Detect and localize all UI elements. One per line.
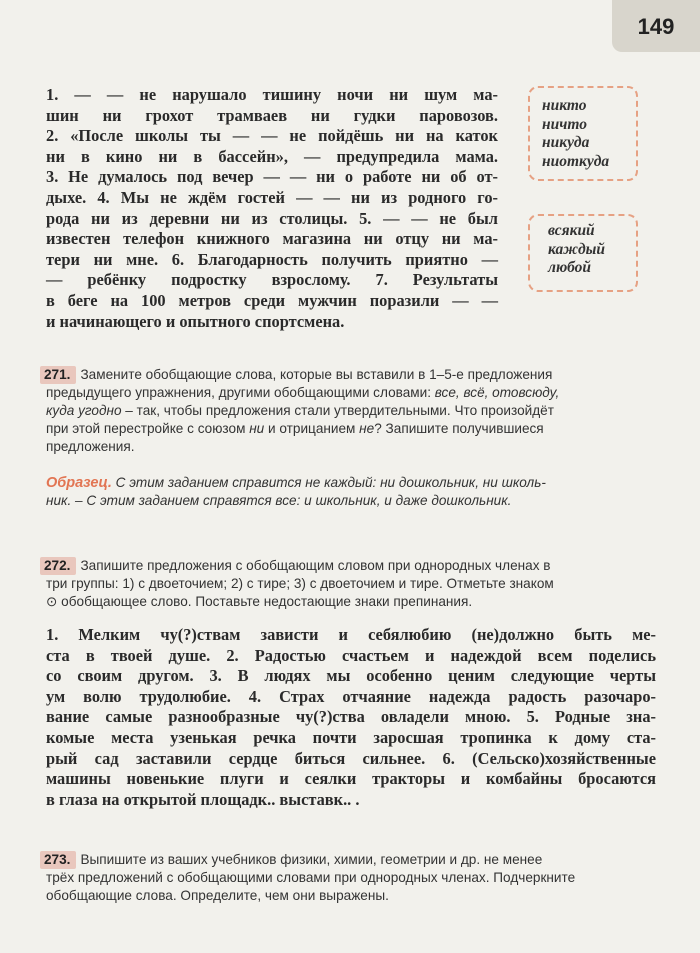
example-block xyxy=(46,474,658,510)
task-text: и отрицанием xyxy=(264,421,360,436)
text-line: вание самые разнообразные чу(?)ства овладели мною. 5. Родные зна- xyxy=(46,707,656,727)
task-text: обобщающие слова. Определите, чем они выражены. xyxy=(46,888,389,903)
word: никто xyxy=(542,97,587,114)
exercise-270-sentences xyxy=(46,85,498,332)
task-text: при этой перестройке с союзом xyxy=(46,421,250,436)
task-number: 271. xyxy=(40,366,76,384)
task-text-italic: не xyxy=(359,421,375,436)
task-text: три группы: 1) с двоеточием; 2) с тире; 3) с двоеточием и тире. Отметьте знаком xyxy=(46,576,554,591)
task-text: – так, чтобы предложения стали утвердительными. Что произойдёт xyxy=(121,403,554,418)
word: любой xyxy=(548,259,591,276)
word: ниоткуда xyxy=(542,152,610,170)
text-line: ум волю трудолюбие. 4. Страх отчаяние надежда радость разочаро- xyxy=(46,686,656,706)
task-text: предложения. xyxy=(46,439,135,454)
word: каждый xyxy=(548,240,606,258)
word: ничто xyxy=(542,115,587,133)
text-line: 1. — — не нарушало тишину ночи ни шум ма- xyxy=(46,85,498,104)
task-text: обобщающее слово. Поставьте недостающие знаки препинания. xyxy=(57,594,473,609)
task-272 xyxy=(46,557,658,611)
circled-dot-icon: ⊙ xyxy=(46,594,58,609)
task-number: 273. xyxy=(40,851,76,869)
text-line: рода ни из деревни ни из столицы. 5. — — не был xyxy=(46,208,498,228)
text-line: в беге на 100 метров среди мужчин поразили — — xyxy=(46,290,498,310)
task-text: предыдущего упражнения, другими обобщающими словами: xyxy=(46,385,431,400)
text-line: со своим другом. 3. В людях мы особенно ценим следующие черты xyxy=(46,666,656,686)
text-line: дыхе. 4. Мы не ждём гостей — — ни из родного го- xyxy=(46,187,498,207)
page-number: 149 xyxy=(612,0,700,52)
task-271 xyxy=(46,366,658,456)
text-line: 2. «После школы ты — — не пойдёшь ни на каток xyxy=(46,126,498,146)
task-text-italic: ни xyxy=(249,421,265,436)
task-text: Запишите предложения с обобщающим словом при однородных членах в xyxy=(80,558,551,573)
text-line: известен телефон книжного магазина ни отцу ни ма- xyxy=(46,229,498,249)
text-line: шин ни грохот трамваев ни гудки паровозов. xyxy=(46,105,498,125)
text-line: и начинающего и опытного спортсмена. xyxy=(46,311,345,331)
task-text: трёх предложений с обобщающими словами при однородных членах. Подчеркните xyxy=(46,870,576,885)
task-text-italic: куда угодно xyxy=(46,403,122,418)
task-number: 272. xyxy=(40,557,76,575)
exercise-272-sentences xyxy=(46,625,656,810)
text-line: рый сад заставили сердце биться сильнее. 6. (Сельско)хозяйственные xyxy=(46,748,656,768)
text-line: — ребёнку подростку взрослому. 7. Результаты xyxy=(46,270,498,290)
text-line: в глаза на открытой площадк.. выставк.. . xyxy=(46,789,360,809)
text-line: тери ни мне. 6. Благодарность получить приятно — xyxy=(46,249,498,269)
text-line: 3. Не думалось под вечер — — ни о работе ни об от- xyxy=(46,167,498,187)
example-text: С этим заданием справится не каждый: ни дошкольник, ни школь- xyxy=(115,475,546,490)
word: всякий xyxy=(548,222,595,239)
text-line: ни в кино ни в бассейн», — предупредила мама. xyxy=(46,146,498,166)
task-text: ? Запишите получившиеся xyxy=(374,421,544,436)
example-label: Образец. xyxy=(46,475,112,491)
text-line: 1. Мелким чу(?)ствам зависти и себялюбию (не)должно быть ме- xyxy=(46,625,656,644)
task-text: Замените обобщающие слова, которые вы вставили в 1–5-е предложения xyxy=(80,367,553,382)
universal-words-box xyxy=(528,214,638,292)
word: никуда xyxy=(542,134,590,151)
text-line: машины новенькие плуги и сеялки тракторы и комбайны бросаются xyxy=(46,769,656,789)
example-text: ник. – С этим заданием справятся все: и школьник, и даже дошкольник. xyxy=(46,493,512,508)
negative-words-box xyxy=(528,86,638,181)
text-line: комые места узенькая речка почти заросшая тропинка к дому ста- xyxy=(46,727,656,747)
text-line: ста в твоей душе. 2. Радостью счастьем и надеждой всем поделись xyxy=(46,645,656,665)
task-text-italic: все, всё, отовсюду, xyxy=(434,385,560,400)
task-text: Выпишите из ваших учебников физики, химии, геометрии и др. не менее xyxy=(80,852,543,867)
task-273 xyxy=(46,851,658,905)
